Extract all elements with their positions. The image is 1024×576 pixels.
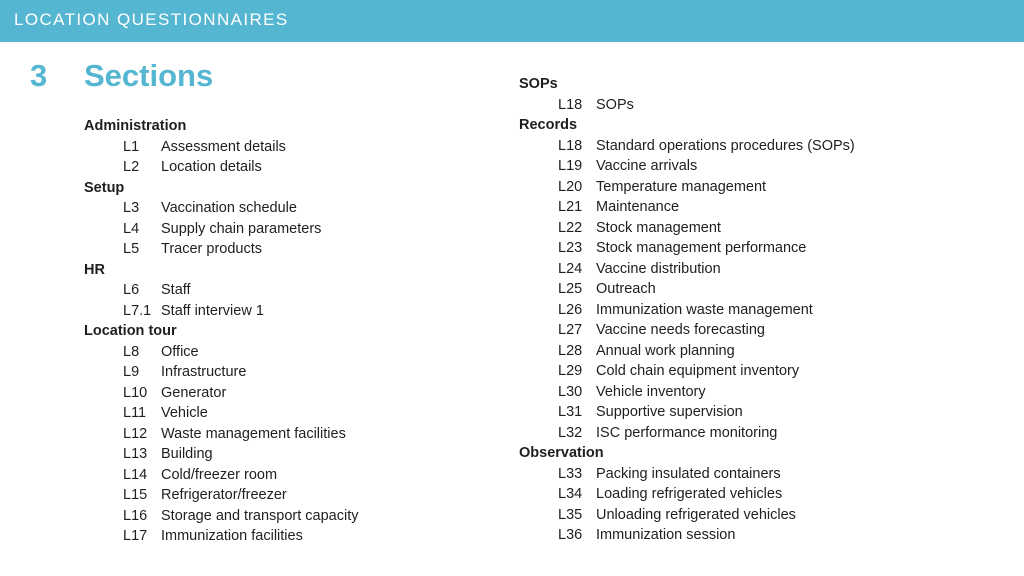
list-item — [519, 402, 743, 423]
list-item — [84, 444, 213, 465]
list-item — [84, 424, 346, 445]
list-item — [84, 465, 278, 486]
list-item — [519, 464, 781, 485]
item-label: Staff interview 1 — [161, 302, 264, 319]
group-header-setup: Setup — [84, 179, 125, 196]
item-code: L24 — [558, 260, 583, 277]
item-label: Generator — [161, 384, 227, 401]
item-label: Supply chain parameters — [161, 220, 322, 237]
item-code: L27 — [558, 322, 583, 338]
group-header-observation: Observation — [519, 445, 604, 461]
item-label: Vaccine needs forecasting — [596, 322, 766, 338]
item-label: Supportive supervision — [596, 404, 743, 420]
item-label: Storage and transport capacity — [161, 507, 359, 524]
item-label: Building — [161, 446, 213, 462]
group-header-location-tour: Location tour — [84, 323, 177, 339]
list-item — [84, 280, 191, 301]
group-header-sops: SOPs — [519, 76, 558, 92]
item-label: Vaccine distribution — [596, 260, 721, 277]
list-item — [519, 197, 680, 218]
item-code: L29 — [558, 363, 583, 379]
group-header-administration: Administration — [84, 118, 187, 134]
list-item — [519, 320, 766, 341]
list-item — [84, 526, 303, 547]
header-bar — [0, 0, 1024, 42]
item-label: Outreach — [596, 281, 656, 297]
item-code: L32 — [558, 424, 583, 441]
item-label: Packing insulated containers — [596, 465, 781, 482]
item-code: L31 — [558, 404, 583, 420]
item-code: L13 — [123, 446, 148, 462]
item-code: L22 — [558, 219, 583, 236]
list-item — [519, 361, 800, 382]
item-code: L30 — [558, 383, 583, 400]
item-label: Vehicle inventory — [596, 383, 706, 400]
item-code: L20 — [558, 178, 583, 195]
left-column — [84, 116, 359, 547]
item-code: L2 — [123, 159, 140, 175]
item-code: L33 — [558, 465, 583, 482]
item-code: L28 — [558, 342, 583, 359]
item-label: Immunization session — [596, 527, 736, 543]
list-item — [84, 239, 262, 260]
group-header-hr: HR — [84, 261, 105, 278]
item-code: L18 — [558, 137, 583, 154]
item-code: L3 — [123, 200, 140, 216]
list-item — [519, 300, 813, 321]
section-title: Sections — [84, 58, 214, 93]
list-item — [84, 485, 287, 506]
item-label: Temperature management — [596, 178, 767, 195]
item-code: L5 — [123, 241, 140, 257]
item-label: Annual work planning — [596, 342, 735, 359]
item-label: Cold/freezer room — [161, 466, 278, 483]
list-item — [519, 279, 656, 300]
item-code: L26 — [558, 301, 583, 318]
header-title: LOCATION QUESTIONNAIRES — [14, 10, 289, 29]
list-item — [84, 157, 262, 178]
list-item — [519, 156, 698, 177]
item-label: Staff — [161, 282, 191, 298]
item-code: L15 — [123, 487, 148, 503]
item-code: L10 — [123, 384, 148, 401]
item-code: L34 — [558, 486, 583, 502]
list-item — [519, 238, 807, 259]
list-item — [84, 383, 227, 404]
item-label: Loading refrigerated vehicles — [596, 486, 783, 502]
right-column — [519, 74, 855, 546]
item-label: ISC performance monitoring — [596, 424, 778, 441]
item-label: SOPs — [596, 96, 634, 113]
item-label: Office — [161, 343, 199, 360]
item-code: L11 — [123, 405, 147, 421]
section-number: 3 — [30, 58, 48, 93]
item-code: L36 — [558, 527, 583, 543]
list-item — [84, 403, 208, 424]
list-item — [519, 505, 796, 526]
item-label: Tracer products — [161, 241, 262, 257]
list-item — [519, 423, 778, 444]
item-code: L8 — [123, 343, 140, 360]
item-label: Stock management performance — [596, 240, 807, 256]
list-item — [84, 219, 322, 240]
item-label: Refrigerator/freezer — [161, 487, 287, 503]
item-label: Assessment details — [161, 138, 286, 155]
item-code: L18 — [558, 96, 583, 113]
list-item — [519, 95, 634, 116]
item-code: L21 — [558, 199, 583, 215]
list-item — [519, 382, 706, 403]
item-label: Location details — [161, 159, 262, 175]
list-item — [84, 137, 286, 158]
item-code: L35 — [558, 506, 583, 523]
item-label: Infrastructure — [161, 364, 247, 380]
item-label: Immunization facilities — [161, 528, 303, 544]
item-code: L12 — [123, 425, 148, 442]
list-item — [84, 301, 264, 322]
item-code: L6 — [123, 282, 140, 298]
item-code: L9 — [123, 364, 140, 380]
item-label: Cold chain equipment inventory — [596, 363, 800, 379]
item-label: Vehicle — [161, 405, 208, 421]
list-item — [84, 506, 359, 527]
list-item — [519, 218, 721, 239]
list-item — [519, 525, 736, 546]
list-item — [84, 362, 247, 383]
list-item — [84, 342, 199, 363]
list-item — [519, 136, 855, 157]
item-code: L4 — [123, 220, 140, 237]
item-code: L16 — [123, 507, 148, 524]
item-code: L23 — [558, 240, 583, 256]
item-code: L7.1 — [123, 302, 152, 319]
item-code: L25 — [558, 281, 583, 297]
item-label: Waste management facilities — [161, 425, 346, 442]
item-label: Vaccination schedule — [161, 200, 297, 216]
item-label: Stock management — [596, 219, 721, 236]
item-label: Unloading refrigerated vehicles — [596, 506, 796, 523]
item-label: Immunization waste management — [596, 301, 813, 318]
item-code: L19 — [558, 158, 583, 174]
item-label: Standard operations procedures (SOPs) — [596, 137, 855, 154]
list-item — [519, 484, 783, 505]
item-code: L17 — [123, 528, 148, 544]
list-item — [519, 259, 721, 280]
group-header-records: Records — [519, 117, 578, 133]
list-item — [84, 198, 297, 219]
item-label: Vaccine arrivals — [596, 158, 698, 174]
item-label: Maintenance — [596, 199, 680, 215]
list-item — [519, 341, 735, 362]
list-item — [519, 177, 767, 198]
item-code: L1 — [123, 138, 140, 155]
item-code: L14 — [123, 466, 148, 483]
